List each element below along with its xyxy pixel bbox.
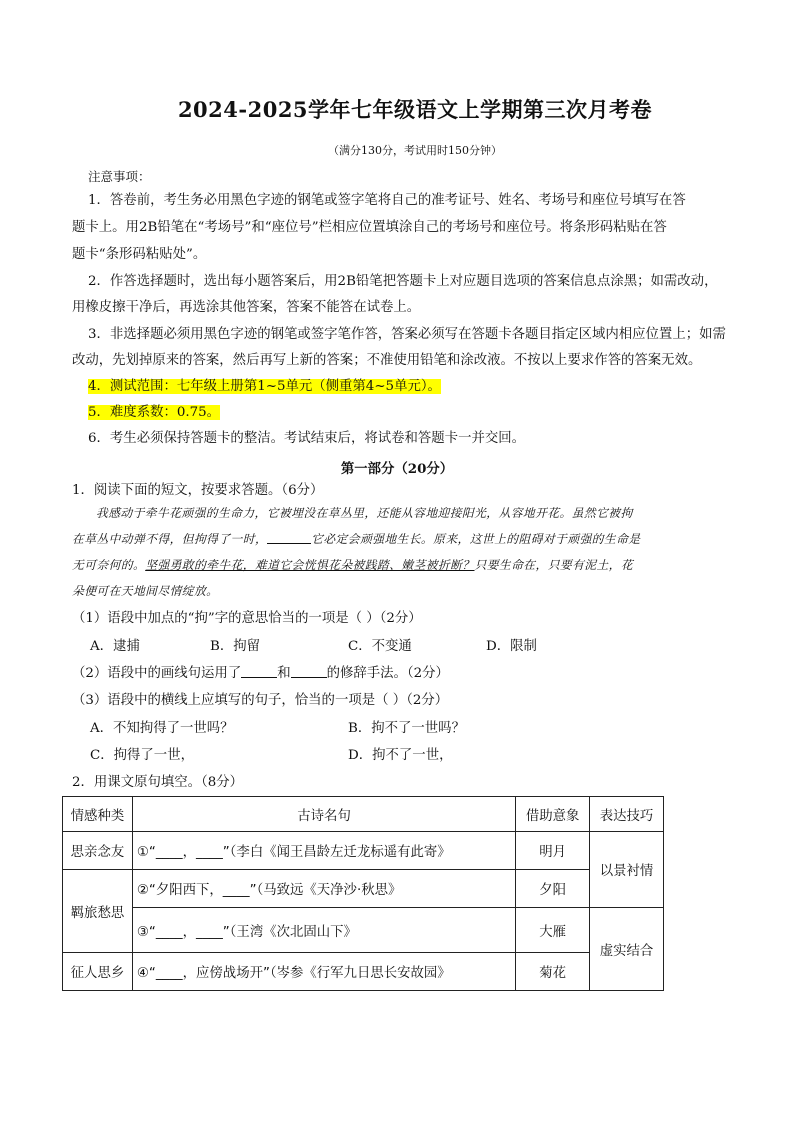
q1-sub3: （3）语段中的横线上应填写的句子，恰当的一项是（ ）（2分）: [72, 693, 449, 708]
q1-sub2-blank2: [291, 664, 327, 678]
table-header-row: [63, 797, 664, 832]
q1-underlined-sentence: 坚强勇敢的牵牛花，难道它会恍惧花朵被践踏、嫩茎被折断？: [145, 558, 475, 572]
q1-passage-line2: 在草丛中动弹不得，但拘得了一时， 它必定会顽强地生长。原来，这世上的阻碍对于顽强的生命是: [72, 532, 641, 546]
q1-sub1-option-b: B．拘留: [210, 639, 261, 654]
poem-table: [62, 796, 664, 991]
q1-sub3-option-c: C．拘得了一世，: [90, 748, 194, 763]
table-row: [63, 908, 664, 953]
q1-stem: 1．阅读下面的短文，按要求答题。（6分）: [72, 483, 324, 498]
q1-sub1: （1）语段中加点的“拘”字的意思恰当的一项是（ ）（2分）: [72, 611, 422, 626]
q2-stem: 2．用课文原句填空。（8分）: [72, 775, 244, 790]
table-row: [63, 953, 664, 991]
notice-item1-line3: 题卡“条形码粘贴处”。: [72, 247, 207, 262]
notice-item2-line2: 用橡皮擦干净后，再选涂其他答案，答案不能答在试卷上。: [72, 300, 421, 315]
notice-item3-line2: 改动，先划掉原来的答案，然后再写上新的答案；不准使用铅笔和涂改液。不按以上要求作答的答案无效。: [72, 353, 702, 368]
cell-image: 大雁: [516, 908, 590, 953]
notice-item1-line1: 1．答卷前，考生务必用黑色字迹的钢笔或签字笔将自己的准考证号、姓名、考场号和座位号填写在答: [88, 193, 686, 208]
q1-sub2-blank1: [241, 664, 277, 678]
notice-heading: 注意事项：: [88, 169, 151, 184]
cell-image: 夕阳: [516, 870, 590, 908]
notice-item1-line2: 题卡上。用2B铅笔在“考场号”和“座位号”栏相应位置填涂自己的考场号和座位号。将条形码粘贴在答: [72, 220, 667, 235]
cell-poem-line: ①“____，____”（李白《闻王昌龄左迁龙标遥有此寄》: [132, 832, 515, 870]
q1-sub1-option-c: C．不变通: [348, 639, 412, 654]
table-row: [63, 832, 664, 870]
notice-item4: 4．测试范围：七年级上册第1~5单元（侧重第4~5单元）。: [88, 379, 441, 394]
q1-passage-line3: 无可奈何的。坚强勇敢的牵牛花，难道它会恍惧花朵被践踏、嫩茎被折断？只要生命在，只要有泥土，花: [72, 558, 634, 572]
header-emotion: 情感种类: [63, 797, 133, 832]
table-row: [63, 870, 664, 908]
section-heading: 第一部分（20分）: [340, 461, 454, 477]
cell-poem-line: ④“____，应傍战场开”（岑参《行军九日思长安故园》: [132, 953, 515, 991]
cell-poem-line: ②“夕阳西下，____”（马致远《天净沙·秋思》: [132, 870, 515, 908]
cell-poem-line: ③“____，____”（王湾《次北固山下》: [132, 908, 515, 953]
q1-passage-line1: 我感动于牵牛花顽强的生命力，它被埋没在草丛里，还能从容地迎接阳光，从容地开花。虽然它被拘: [96, 506, 633, 520]
q1-sub3-option-a: A．不知拘得了一世吗？: [90, 721, 234, 736]
header-poem-line: 古诗名句: [132, 797, 515, 832]
cell-image: 菊花: [516, 953, 590, 991]
header-technique: 表达技巧: [590, 797, 664, 832]
notice-item5: 5．难度系数：0.75。: [88, 405, 221, 420]
cell-image: 明月: [516, 832, 590, 870]
page-subtitle: （满分130分，考试用时150分钟）: [328, 144, 502, 157]
cell-technique: 虚实结合: [590, 908, 664, 991]
q1-passage-line4: 朵便可在天地间尽情绽放。: [72, 584, 219, 598]
page-title: 2024-2025学年七年级语文上学期第三次月考卷: [177, 97, 653, 122]
cell-emotion: 羁旅愁思: [63, 870, 133, 953]
header-image: 借助意象: [516, 797, 590, 832]
q1-sub3-option-b: B．拘不了一世吗？: [348, 721, 465, 736]
cell-emotion: 思亲念友: [63, 832, 133, 870]
q1-sub3-option-d: D．拘不了一世，: [348, 748, 453, 763]
q1-blank: [267, 530, 311, 544]
q1-sub1-option-a: A．逮捕: [90, 639, 140, 654]
q1-sub1-option-d: D．限制: [486, 639, 537, 654]
notice-item6: 6．考生必须保持答题卡的整洁。考试结束后，将试卷和答题卡一并交回。: [88, 431, 526, 446]
cell-emotion: 征人思乡: [63, 953, 133, 991]
cell-technique: 以景衬情: [590, 832, 664, 908]
q1-sub2: （2）语段中的画线句运用了 和 的修辞手法。（2分）: [72, 666, 449, 681]
notice-item3-line1: 3．非选择题必须用黑色字迹的钢笔或签字笔作答，答案必须写在答题卡各题目指定区域内相应位置上；如需: [88, 327, 726, 342]
notice-item2-line1: 2．作答选择题时，选出每小题答案后，用2B铅笔把答题卡上对应题目选项的答案信息点涂黑；如需改动，: [88, 274, 718, 289]
